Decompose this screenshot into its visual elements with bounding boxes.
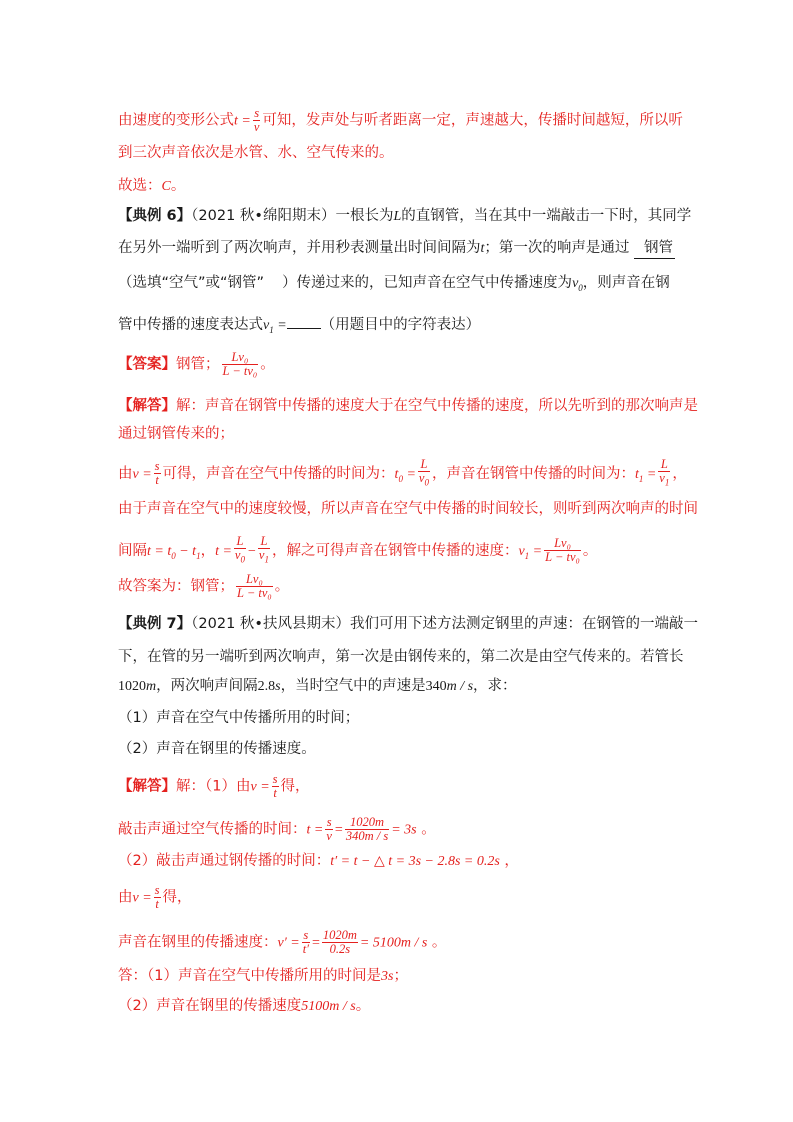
solution-6-line-3: 由v = $\frac{s}{t}$ 可得，声音在空气中传播的时间为：$t_0$ = $\frac{L}{v_0}$ ，声音在钢管中传播的时间为：$t_1$ = $\frac{L}{v_1}$ ， xyxy=(118,457,687,488)
var-v1: $v_1$ = xyxy=(263,318,287,335)
formula: $v_1$ = xyxy=(518,543,543,561)
text: 钢管； xyxy=(176,356,220,373)
text: 敲击声通过空气传播的时间： xyxy=(118,821,307,838)
example-6-line-1 xyxy=(118,206,691,227)
fraction: $\frac{L}{v_1}$ xyxy=(258,534,269,565)
example-7-q1: （1）声音在空气中传播所用的时间； xyxy=(118,710,360,726)
example-tag: 【典例 7】 xyxy=(118,616,192,632)
text: 由 xyxy=(118,889,133,906)
text: 间隔 xyxy=(118,542,147,559)
solution-6-line-1 xyxy=(118,396,698,416)
text: 管中传播的速度表达式 xyxy=(118,317,263,333)
text: 在另外一端听到了两次响声，并用秒表测量出时间间隔为 xyxy=(118,240,481,256)
solution-7-line-7: （2）声音在钢里的传播速度5100m / s。 xyxy=(118,998,371,1014)
var-L: L xyxy=(393,209,402,224)
choice-value: C xyxy=(161,179,171,194)
formula-t1: $t_1$ = xyxy=(634,466,657,484)
text: 故选： xyxy=(118,178,162,194)
frac-num: s xyxy=(254,106,260,120)
solution-7-line-6: 答：（1）声音在空气中传播所用的时间是3s； xyxy=(118,968,408,984)
text: 得， xyxy=(162,889,192,906)
answer-fraction xyxy=(222,351,259,378)
blank-answer: 钢管 xyxy=(644,240,673,256)
text: ）传递过来的，已知声音在空气中传播速度为 xyxy=(282,275,573,291)
example-7-q2: （2）声音在钢里的传播速度。 xyxy=(118,741,316,757)
text: ，两次响声间隔 xyxy=(156,678,258,694)
value: 1020 xyxy=(118,679,146,694)
text: 。 xyxy=(274,578,290,595)
solution-6-line-4: 由于声音在空气中的速度较慢，所以声音在空气中传播的时间较长，则听到两次响声的时间 xyxy=(118,501,698,517)
text: 。 xyxy=(582,542,598,559)
text: （用题目中的字符表达） xyxy=(320,317,481,333)
solution-7-line-5: 声音在钢里的传播速度：v′ = $\frac{s}{t'}$ = $\frac{1020m}{0.2s}$ = 5100m / s 。 xyxy=(118,928,447,956)
example-6-line-4 xyxy=(118,314,480,340)
answer-tag: 【答案】 xyxy=(118,356,176,373)
fraction: $\frac{1020m}{340m / s}$ xyxy=(345,815,389,843)
fraction: $\frac{s}{t'}$ xyxy=(302,928,309,956)
text: 故答案为：钢管； xyxy=(118,578,234,595)
solution-7-line-4: 由v = $\frac{s}{t}$ 得， xyxy=(118,883,192,911)
text: ，声音在钢管中传播的时间为： xyxy=(431,465,635,482)
example-6-line-2 xyxy=(118,238,675,259)
example-7-line-1 xyxy=(118,614,698,634)
text: 的直钢管，当在其中一端敲击一下时，其同学 xyxy=(401,208,692,224)
text: 解：声音在钢管中传播的速度大于在空气中传播的速度，所以先听到的那次响声是 xyxy=(176,398,698,414)
text: 。 xyxy=(355,998,371,1014)
formula: t = xyxy=(215,543,232,559)
answer-blank-2 xyxy=(287,314,321,329)
text: 答：（1）声音在空气中传播所用的时间是 xyxy=(118,968,381,984)
fraction-s-over-v xyxy=(253,107,261,134)
formula: $t = t_0 - t_1$ xyxy=(147,543,201,561)
solution-line-2: 到三次声音依次是水管、水、空气传来的。 xyxy=(118,145,394,161)
example-6-line-3 xyxy=(118,273,670,298)
text: 由 xyxy=(118,465,133,482)
formula-t: t = xyxy=(234,113,251,129)
text: ；第一次的响声是通过 xyxy=(484,240,630,256)
text: 。 xyxy=(260,356,275,373)
solution-6-line-2: 通过钢管传来的； xyxy=(118,426,234,442)
frac-den: v xyxy=(253,120,260,134)
text: 可知，发声处与听者距离一定，声速越大，传播时间越短，所以听 xyxy=(262,112,683,129)
fraction: $\frac{s}{t}$ xyxy=(154,883,160,911)
solution-line-1 xyxy=(118,107,683,134)
solution-7-line-2: 敲击声通过空气传播的时间：t = $\frac{s}{v}$ = $\frac{1020m}{340m / s}$ = 3s 。 xyxy=(118,815,436,843)
text: ，当时空气中的声速是 xyxy=(280,678,426,694)
fraction: $\frac{L}{v_1}$ xyxy=(659,457,670,488)
fraction: $\frac{s}{v}$ xyxy=(326,815,332,843)
solution-6-final xyxy=(118,573,289,600)
text: 由速度的变形公式 xyxy=(118,112,234,129)
fraction: $\frac{s}{t}$ xyxy=(272,772,278,800)
fraction: $\frac{L}{v_0}$ xyxy=(418,457,429,488)
fraction: $\frac{\text{Lv₀}}{\text{L − tv₀}}$ xyxy=(237,572,272,600)
text: 。 xyxy=(170,178,186,194)
var-v0: $v_0$ xyxy=(572,276,583,293)
solution-7-line-1: 【解答】解：（1）由v = $\frac{s}{t}$ 得， xyxy=(118,772,310,800)
text: 可得，声音在空气中传播的时间为： xyxy=(162,465,395,482)
solution-6-line-5: 间隔$t = t_0 - t_1$，t = $\frac{L}{v_0}$ − $\frac{L}{v_1}$ ，解之可得声音在钢管中传播的速度：$v_1$ = $\frac{\text{Lv₀}}{\text{L − tv₀}}$ 。 xyxy=(118,534,598,565)
text: ，解之可得声音在钢管中传播的速度： xyxy=(271,542,519,559)
var-t: t xyxy=(480,241,485,256)
text: ，求： xyxy=(473,678,517,694)
fraction: $\frac{\text{Lv₀}}{\text{L − tv₀}}$ xyxy=(545,536,580,565)
text: 解：（1）由 xyxy=(176,778,251,795)
answer-blank xyxy=(634,238,675,259)
answer-6 xyxy=(118,351,275,378)
solution-tag: 【解答】 xyxy=(118,778,176,795)
formula-v: v = xyxy=(132,466,152,482)
text: （2021 秋•绵阳期末）一根长为 xyxy=(191,208,394,224)
value: 340 xyxy=(425,679,447,694)
text: 得， xyxy=(280,778,310,795)
example-7-line-3: 1020m，两次响声间隔2.8s，当时空气中的声速是340m / s，求： xyxy=(118,678,517,694)
choice-line xyxy=(118,176,185,197)
fraction: $\frac{s}{t}$ xyxy=(154,459,160,488)
text: ，则声音在钢 xyxy=(582,275,670,291)
frac-num: Lv₀ xyxy=(222,351,259,365)
text: （选填“空气”或“钢管” xyxy=(118,275,265,291)
solution-tag: 【解答】 xyxy=(118,398,176,414)
frac-den: L − tv₀ xyxy=(222,364,258,378)
text: （2）声音在钢里的传播速度 xyxy=(118,998,302,1014)
text: ； xyxy=(393,968,408,984)
value: 2.8 xyxy=(257,679,276,694)
fraction: $\frac{1020m}{0.2s}$ xyxy=(322,928,357,956)
fraction: $\frac{L}{v_0}$ xyxy=(234,534,245,565)
text: （2）敲击声通过钢传播的时间： xyxy=(118,853,331,869)
example-tag: 【典例 6】 xyxy=(118,208,192,224)
formula-t0: $t_0$ = xyxy=(394,466,416,484)
text: 声音在钢里的传播速度： xyxy=(118,934,278,951)
example-7-line-2: 下，在管的另一端听到两次响声，第一次是由钢传来的，第二次是由空气传来的。若管长 xyxy=(118,649,684,665)
solution-7-line-3: （2）敲击声通过钢传播的时间：t′ = t − △ t = 3s − 2.8s = 0.2s ， xyxy=(118,853,519,869)
text: （2021 秋•扶风县期末）我们可用下述方法测定钢里的声速：在钢管的一端敲一 xyxy=(191,616,698,632)
